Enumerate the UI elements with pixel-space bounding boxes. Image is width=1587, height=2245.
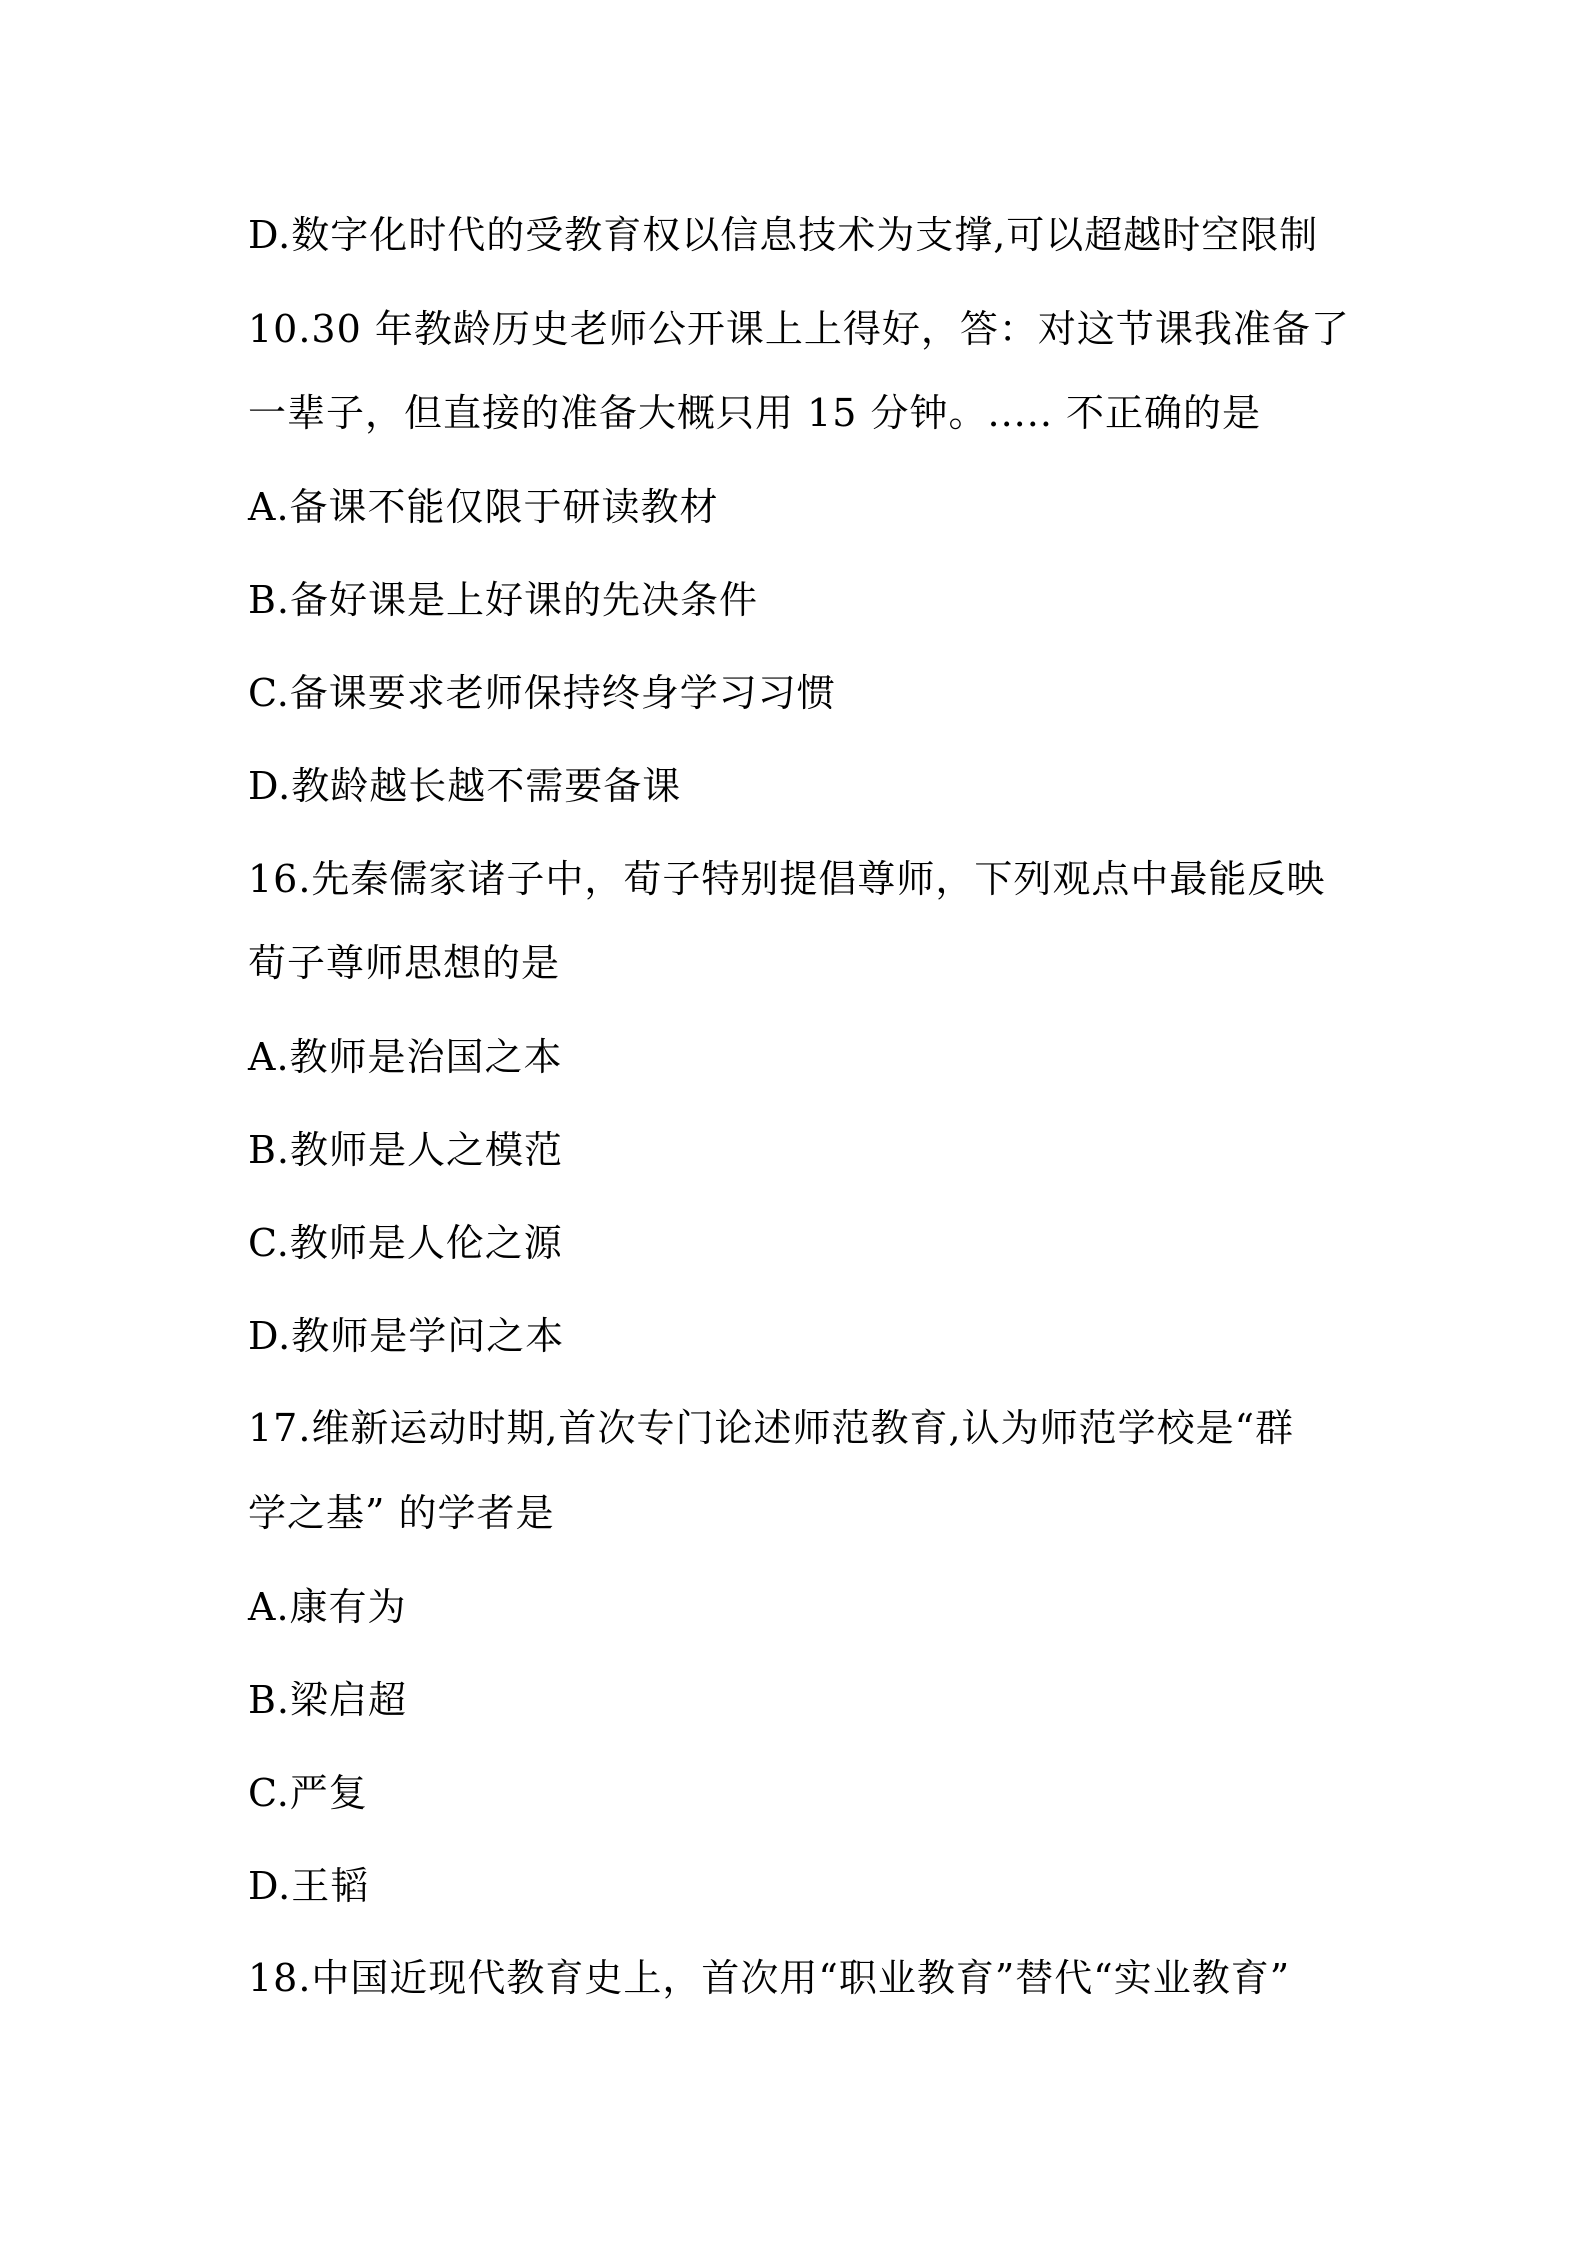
question-16-option-c: C.教师是人伦之源: [248, 1221, 563, 1265]
question-17-option-a: A.康有为: [248, 1585, 407, 1629]
question-16-option-b: B.教师是人之模范: [248, 1128, 564, 1172]
question-10-option-d: D.教龄越长越不需要备课: [248, 764, 682, 808]
question-16-option-a: A.教师是治国之本: [248, 1035, 563, 1079]
question-17-stem-line-1: 17.维新运动时期,首次专门论述师范教育,认为师范学校是“群: [248, 1406, 1295, 1450]
question-9-option-d: D.数字化时代的受教育权以信息技术为支撑,可以超越时空限制: [248, 213, 1319, 257]
question-17-option-b: B.梁启超: [248, 1678, 408, 1722]
question-10-stem-line-2: 一辈子，但直接的准备大概只用 15 分钟。..... 不正确的是: [248, 391, 1261, 435]
question-17-option-d: D.王韬: [248, 1864, 370, 1908]
question-16-option-d: D.教师是学问之本: [248, 1314, 565, 1358]
question-18-stem-line-1: 18.中国近现代教育史上，首次用“职业教育”替代“实业教育”: [248, 1956, 1291, 2000]
question-10-option-c: C.备课要求老师保持终身学习习惯: [248, 671, 836, 715]
question-10-option-b: B.备好课是上好课的先决条件: [248, 578, 759, 622]
question-17-stem-line-2: 学之基” 的学者是: [248, 1491, 555, 1535]
question-17-option-c: C.严复: [248, 1771, 368, 1815]
question-10-stem-line-1: 10.30 年教龄历史老师公开课上上得好，答：对这节课我准备了: [248, 307, 1350, 351]
question-16-stem-line-1: 16.先秦儒家诸子中，荀子特别提倡尊师，下列观点中最能反映: [248, 857, 1326, 901]
question-10-option-a: A.备课不能仅限于研读教材: [248, 485, 719, 529]
question-16-stem-line-2: 荀子尊师思想的是: [248, 941, 561, 985]
